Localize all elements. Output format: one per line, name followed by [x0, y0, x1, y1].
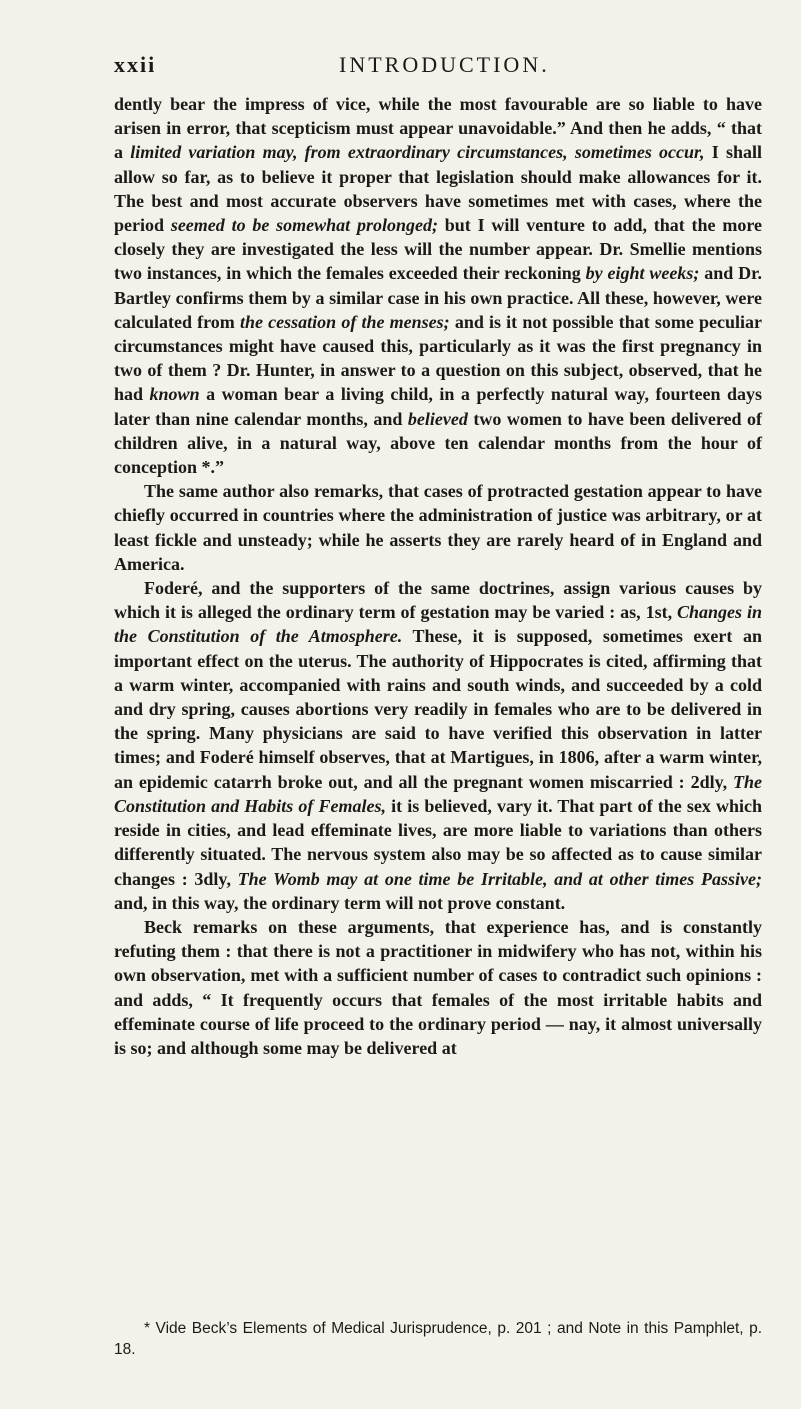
text-segment: it is believed, vary it. That part of the sex which reside in cities, and lead effeminate lives, are more liable to variations than others differently situated. The nervous system also may be so affected as to cause similar changes : 3dly, [114, 795, 762, 889]
paragraph [114, 92, 762, 479]
italic-segment: believed [407, 408, 468, 429]
italic-segment: known [149, 384, 200, 405]
text-segment: I shall allow so far, as to believe it proper that legislation should make allowances for it. The best and most accurate observers have sometimes met with cases, where the period [114, 142, 762, 236]
italic-segment: seemed to be somewhat prolonged; [170, 215, 438, 236]
paragraph [114, 915, 762, 1060]
text-segment: two women to have been delivered of children alive, in a natural way, above ten calendar months from the hour of conception *.” [114, 408, 762, 478]
text-segment: The same author also remarks, that cases of protracted gestation appear to have chiefly occurred in countries where the administration of justice was arbitrary, or at least fickle and unsteady; while he asserts they are rarely heard of in England and America. [114, 481, 762, 574]
italic-segment: The Womb may at one time be Irritable, and at other times Passive; [237, 868, 762, 889]
footnote-text: * Vide Beck’s Elements of Medical Jurisprudence, p. 201 ; and Note in this Pamphlet, p. 18. [114, 1320, 762, 1358]
paragraph [114, 479, 762, 576]
italic-segment: the cessation of the menses; [239, 311, 450, 332]
italic-segment: Changes in the Constitution of the Atmosphere. [114, 602, 762, 647]
text-segment: and is it not possible that some peculiar circumstances might have caused this, particularly as it was the first pregnancy in two of them ? Dr. Hunter, in answer to a question on this subject, observed, that he had [114, 311, 763, 405]
text-segment: Foderé, and the supporters of the same doctrines, assign various causes by which it is alleged the ordinary term of gestation may be varied : as, 1st, [114, 578, 762, 623]
body-text [114, 92, 762, 1060]
text-segment: Beck remarks on these arguments, that experience has, and is constantly refuting them : that there is not a practitioner in midwifery who has not, within his own observation, met with a sufficient number of cases to contradict such opinions : and adds, “ It frequently occurs that females of the most irritable habits and effeminate course of life proceed to the ordinary period — nay, it almost universally is so; and although some may be delivered at [114, 916, 762, 1058]
running-head: INTRODUCTION. [339, 52, 550, 77]
text-segment: dently bear the impress of vice, while the most favourable are so liable to have arisen in error, that scepticism must appear unavoidable.” And then he adds, “ that a [114, 94, 762, 163]
text-segment: but I will venture to add, that the more closely they are investigated the less will the number appear. Dr. Smellie mentions two instances, in which the females exceeded their reckoning [114, 215, 762, 284]
italic-segment: limited variation may, from extraordinary circumstances, sometimes occur, [130, 142, 705, 163]
footnote [114, 1318, 762, 1360]
paragraph [114, 576, 762, 915]
italic-segment: by eight weeks; [585, 263, 700, 284]
text-segment: and, in this way, the ordinary term will not prove constant. [114, 892, 566, 913]
text-segment: a woman bear a living child, in a perfectly natural way, fourteen days later than nine calendar months, and [114, 384, 762, 429]
page-number: xxii [114, 52, 157, 77]
text-segment: These, it is supposed, sometimes exert an important effect on the uterus. The authority of Hippocrates is cited, affirming that a warm winter, accompanied with rains and south winds, and succeeded by a cold and dry spring, causes abortions very readily in females who are to be delivered in the spring. Many physicians are said to have verified this observation in latter times; and Foderé himself observes, that at Martigues, in 1806, after a warm winter, an epidemic catarrh broke out, and all the pregnant women miscarried : 2dly, [114, 626, 762, 792]
italic-segment: The Constitution and Habits of Females, [114, 771, 762, 816]
text-segment: and Dr. Bartley confirms them by a similar case in his own practice. All these, however, were calculated from [114, 263, 762, 332]
